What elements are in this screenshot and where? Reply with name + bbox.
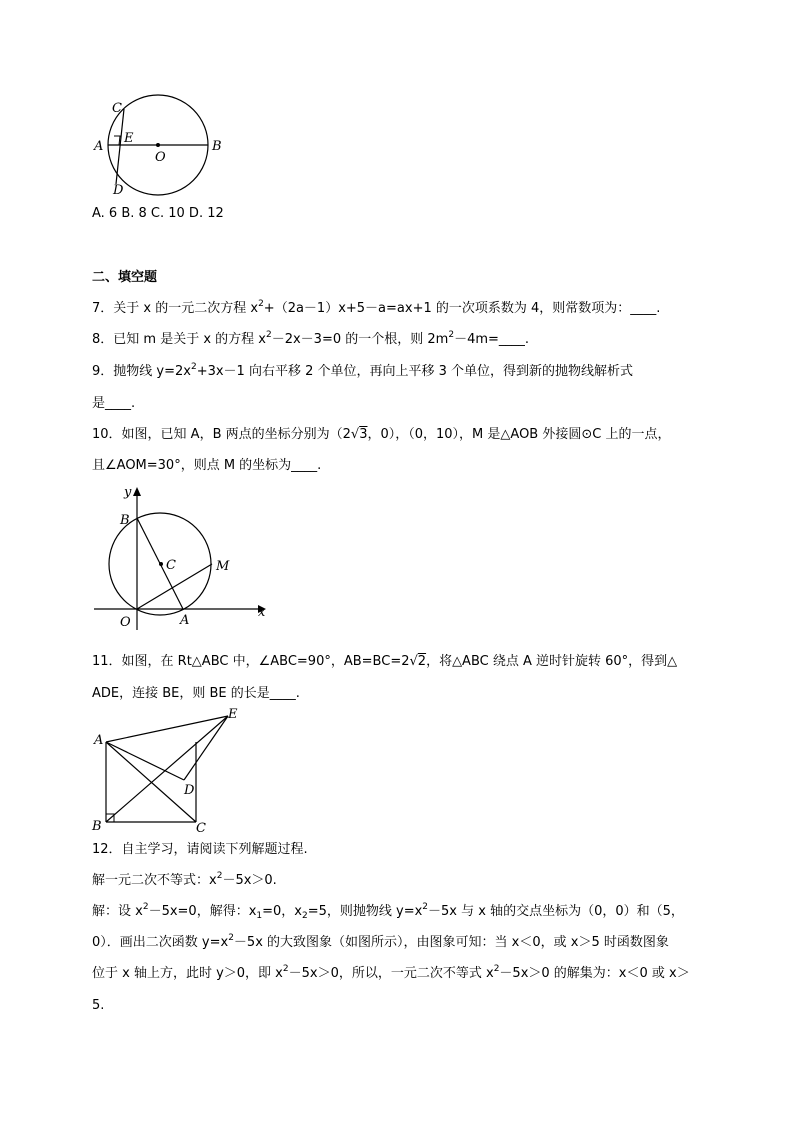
question-8: 8．已知 m 是关于 x 的方程 $x^2-2x-3=0$ 的一个根，则 $2m^2-4m=\_\_\_\_$. (92, 330, 530, 347)
sqrt-sign: √ (350, 427, 360, 442)
label-e: E (124, 131, 134, 146)
label-o: O (155, 150, 166, 165)
segment-be (106, 716, 228, 822)
question-10: 10．如图，已知 A，B 两点的坐标分别为（2√3，0），（0，10），M 是△AOB 外接圆⊙C 上的一点， (92, 427, 671, 442)
circumcircle-figure (90, 484, 270, 634)
label-d: D (184, 783, 195, 798)
label-c: C (196, 821, 206, 836)
q6-options: A. 6 B. 8 C. 10 D. 12 (92, 206, 224, 221)
question-12-solution-3: 位于 x 轴上方，此时 y＞0，即 $x^2-5x>0$，所以，一元二次不等式 $x^2-5x>0$ 的解集为：x＜0 或 x＞ (92, 964, 690, 981)
question-12-solution-4: 5. (92, 998, 105, 1013)
question-9-line2: 是____. (92, 396, 136, 411)
label-b: B (120, 513, 130, 528)
question-12-solution-2: 0）．画出二次函数 $y=x^2-5x$ 的大致图象（如图所示），由图象可知：当 x＜0，或 x＞5 时函数图象 (92, 933, 669, 950)
label-x: x (258, 605, 266, 620)
label-m: M (216, 559, 230, 574)
question-11: 11．如图，在 Rt△ABC 中，∠ABC=90°，AB=BC=2√2，将△ABC 绕点 A 逆时针旋转 60°，得到△ (92, 654, 678, 669)
label-a: A (94, 139, 104, 154)
question-7: 7．关于 x 的一元二次方程 $x^2+(2a-1)x+5-a=ax+1$ 的一次项系数为 4，则常数项为：____. (92, 299, 661, 316)
label-e: E (228, 707, 238, 722)
circle-chord-figure (88, 92, 228, 202)
question-12-title: 12．自主学习，请阅读下列解题过程. (92, 842, 308, 857)
chord-cd (116, 109, 124, 184)
question-12-problem: 解一元二次不等式：$x^2-5x>0$. (92, 871, 277, 888)
label-a: A (180, 613, 190, 628)
label-d: D (113, 183, 124, 198)
center-point (156, 143, 160, 147)
question-12-solution-1: 解：设 $x^2-5x=0$，解得：$x_1=0$，$x_2=5$，则抛物线 $y=x^2-5x$ 与 x 轴的交点坐标为（0，0）和（5， (92, 902, 684, 921)
right-angle-mark (114, 136, 120, 145)
label-o: O (120, 615, 131, 630)
label-c: C (112, 101, 122, 116)
question-9: 9．抛物线 $y=2x^2+3x-1$ 向右平移 2 个单位，再向上平移 3 个单位，得到新的抛物线解析式 (92, 362, 634, 379)
section-title: 二、填空题 (92, 270, 158, 285)
question-10-line2: 且∠AOM=30°，则点 M 的坐标为____. (92, 458, 322, 473)
center-c-point (159, 562, 163, 566)
label-y: y (124, 485, 132, 500)
sqrt-sign: √ (409, 654, 418, 669)
label-b: B (92, 819, 102, 834)
label-a: A (94, 733, 104, 748)
segment-ae (106, 716, 228, 742)
segment-ad (106, 742, 184, 780)
label-c: C (166, 558, 176, 573)
question-11-line2: ADE，连接 BE，则 BE 的长是____. (92, 686, 300, 701)
y-axis-arrow (133, 487, 141, 496)
rotation-figure (88, 704, 248, 836)
label-b: B (212, 139, 222, 154)
